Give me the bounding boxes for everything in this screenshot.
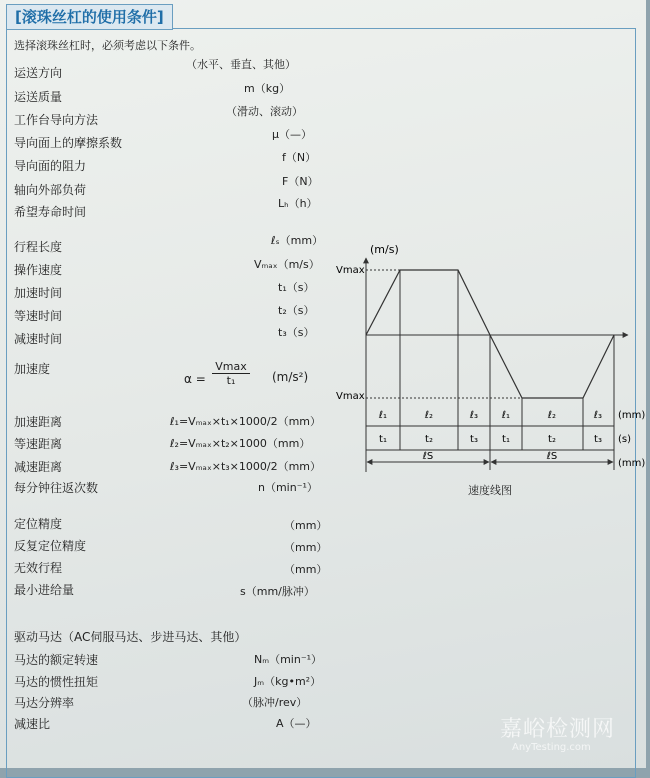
intro-text: 选择滚珠丝杠时，必须考虑以下条件。 [14,39,201,52]
time-label: t₁ [379,434,387,445]
condition-value: μ（—） [272,128,312,141]
condition-label: 马达分辨率 [14,696,75,710]
unit-mm-label: (mm) [618,458,646,469]
condition-label: 每分钟往返次数 [14,481,99,495]
condition-value: t₂（s） [278,304,315,317]
section-title: [滚珠丝杠的使用条件] [6,4,173,30]
condition-value: Jₘ（kg•m²） [254,675,322,688]
condition-value: s（mm/脉冲） [240,585,315,598]
condition-label: 加速距离 [14,415,63,429]
condition-label: 定位精度 [14,517,63,531]
distance-label: ℓ₃ [469,410,479,421]
condition-value: （mm） [284,541,328,554]
condition-label: 反复定位精度 [14,539,87,553]
diagram-caption: 速度线图 [468,484,512,497]
condition-label: 行程长度 [14,240,63,254]
condition-label: 驱动马达（AC伺服马达、步进马达、其他） [14,630,247,644]
condition-value: （滑动、滚动） [226,105,303,118]
distance-label: ℓ₃ [593,410,603,421]
time-label: t₃ [470,434,478,445]
accel-label: 加速度 [14,362,51,376]
stroke-length-label: ℓS [422,451,434,462]
accel-unit: (m/s²) [272,370,309,384]
condition-value: （mm） [284,563,328,576]
accel-denominator: t₁ [226,374,236,387]
condition-label: 加速时间 [14,286,63,300]
condition-value: ℓ₃=Vₘₐₓ×t₃×1000/2（mm） [170,460,322,473]
condition-value: ℓ₁=Vₘₐₓ×t₁×1000/2（mm） [170,415,322,428]
condition-label: 马达的额定转速 [14,653,99,667]
condition-label: 轴向外部负荷 [14,183,87,197]
condition-value: （脉冲/rev） [242,696,308,709]
condition-value: m（kg） [244,82,291,95]
accel-numerator: Vmax [212,360,250,374]
distance-label: ℓ₂ [547,410,557,421]
condition-label: 希望寿命时间 [14,205,87,219]
condition-value: F（N） [282,175,319,188]
condition-label: 无效行程 [14,561,63,575]
distance-label: ℓ₁ [378,410,388,421]
condition-label: 等速距离 [14,437,63,451]
unit-mm-label: (mm) [618,410,646,421]
distance-label: ℓ₂ [424,410,434,421]
condition-value: ℓ₂=Vₘₐₓ×t₂×1000（mm） [170,437,311,450]
condition-label: 导向面的阻力 [14,159,87,173]
condition-value: ℓₛ（mm） [271,234,324,247]
accel-lhs: α = [184,372,206,386]
condition-label: 减速时间 [14,332,63,346]
vmax-top-label: Vmax [336,265,365,276]
condition-value: f（N） [282,151,317,164]
condition-value: Nₘ（min⁻¹） [254,653,323,666]
condition-value: （水平、垂直、其他） [186,58,296,71]
vmax-bottom-label: Vmax [336,391,365,402]
condition-value: t₁（s） [278,281,315,294]
distance-label: ℓ₁ [501,410,511,421]
unit-s-label: (s) [618,434,632,445]
time-label: t₂ [548,434,556,445]
stroke-length-label: ℓS [546,451,558,462]
condition-label: 等速时间 [14,309,63,323]
condition-value: A（—） [276,717,317,730]
condition-value: （mm） [284,519,328,532]
time-label: t₁ [502,434,510,445]
condition-label: 最小进给量 [14,583,75,597]
condition-label: 导向面上的摩擦系数 [14,136,123,150]
condition-value: Lₕ（h） [278,197,318,210]
condition-label: 操作速度 [14,263,63,277]
watermark-text: 嘉峪检测网 [500,717,616,742]
time-label: t₂ [425,434,433,445]
condition-label: 减速比 [14,717,51,731]
condition-value: t₃（s） [278,326,315,339]
condition-label: 运送质量 [14,90,63,104]
condition-value: Vₘₐₓ（m/s） [254,258,320,271]
condition-label: 运送方向 [14,66,63,80]
condition-label: 减速距离 [14,460,63,474]
condition-value: n（min⁻¹） [258,481,318,494]
condition-label: 工作台导向方法 [14,113,99,127]
condition-label: 马达的惯性扭矩 [14,675,99,689]
watermark-url: AnyTesting.com [512,742,591,753]
y-axis-unit: (m/s) [370,243,399,256]
time-label: t₃ [594,434,602,445]
